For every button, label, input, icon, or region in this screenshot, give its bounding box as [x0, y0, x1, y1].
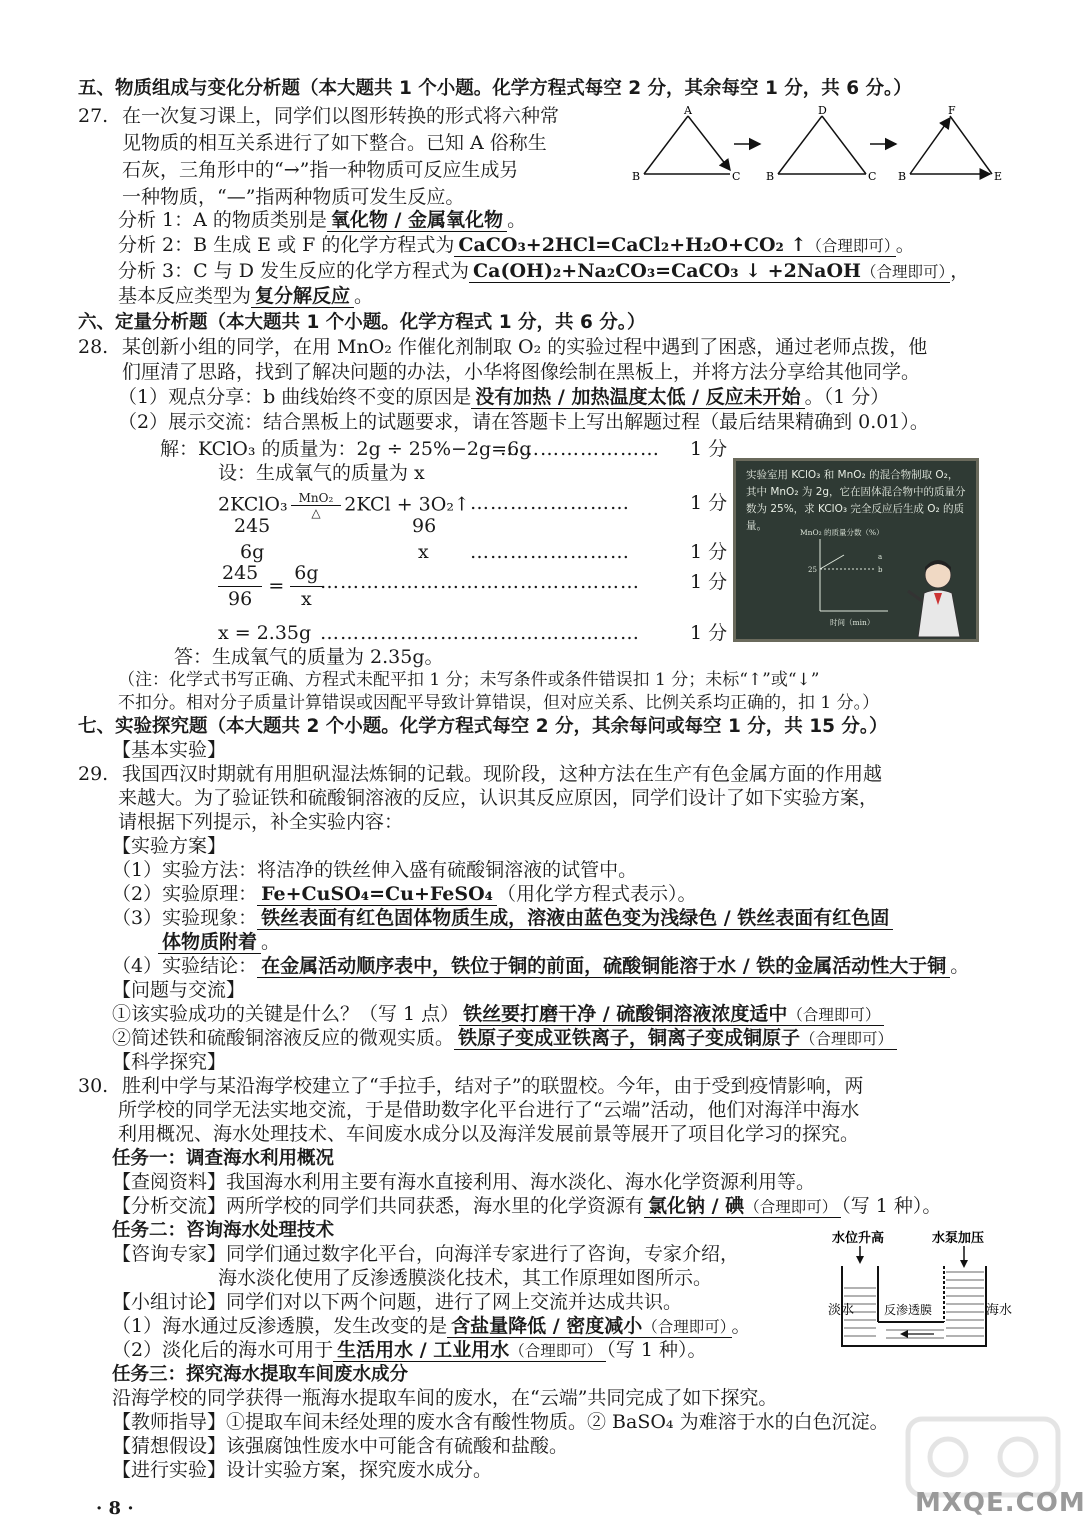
triangle-3 — [910, 116, 992, 174]
q30-line3: 利用概况、海水处理技术、车间废水成分以及海洋发展前景等展开了项目化学习的探究。 — [118, 1123, 860, 1145]
plan-label: 【实验方案】 — [112, 835, 227, 857]
task3-heading: 任务三：探究海水提取车间废水成分 — [112, 1364, 409, 1385]
task2-expert1: 【咨询专家】同学们通过数字化平台，向海洋专家进行了咨询，专家介绍， — [112, 1243, 740, 1265]
graph-b-label: b — [878, 566, 883, 574]
phenomenon-answer-2: 体物质附着 — [158, 931, 261, 954]
molar-mass-1: 245 — [234, 515, 271, 537]
graph-xlabel: 时间（min） — [830, 618, 875, 627]
task2-q1: （1）海水通过反渗透膜，发生改变的是 含盐量降低 / 密度减小（合理即可） 。 — [112, 1315, 751, 1337]
score-3: 1 分 — [690, 541, 728, 563]
dots-4: ………………………………………… — [320, 571, 640, 593]
task2-q1-answer: 含盐量降低 / 密度减小（合理即可） — [447, 1315, 731, 1338]
graph-ylabel: MnO₂ 的质量分数（%） — [800, 528, 884, 537]
tri2-right-label: C — [868, 170, 877, 183]
tri3-left-label: B — [898, 170, 907, 183]
fig-sea-water-label: 海水 — [986, 1303, 1013, 1318]
qa2: ②简述铁和硫酸铜溶液反应的微观实质。 铁原子变成亚铁离子，铜离子变成铜原子（合理即可） — [112, 1026, 897, 1052]
fig-water-level-label: 水位升高 — [832, 1231, 885, 1246]
triangle-1 — [644, 116, 730, 174]
dots-1: …………………… — [500, 438, 660, 460]
proportion: $\frac{245}{96}$ = $\frac{6g}{x}$ — [218, 561, 323, 612]
task2-q2-answer: 生活用水 / 工业用水（合理即可） — [333, 1339, 606, 1362]
principle-answer: Fe+CuSO₄=Cu+FeSO₄ — [257, 883, 497, 906]
qa2-answer: 铁原子变成亚铁离子，铜离子变成铜原子（合理即可） — [454, 1027, 897, 1050]
tri1-right-label: C — [732, 170, 741, 183]
analysis1: 分析 1：A 的物质类别是 氧化物 / 金属氧化物 。 — [118, 209, 527, 231]
analysis1-answer: 氧化物 / 金属氧化物 — [327, 209, 507, 232]
q27-line3: 石灰，三角形中的“→”指一种物质可反应生成另 — [122, 159, 519, 181]
section5-heading: 五、物质组成与变化分析题（本大题共 1 个小题。化学方程式每空 2 分，其余每空 1 分，共 6 分。） — [78, 78, 912, 99]
grading-note2: 不扣分。相对分子质量计算错误或因配平导致计算错误，但对应关系、比例关系均正确的，扣 1 分。） — [118, 693, 880, 713]
solution-step2: 设：生成氧气的质量为 x — [218, 462, 425, 484]
qa1: ①该实验成功的关键是什么？（写 1 点） 铁丝要打磨干净 / 硫酸铜溶液浓度适中（合理即可） — [112, 1002, 884, 1028]
phenomenon-cont: 体物质附着 。 — [158, 930, 280, 955]
qa1-answer: 铁丝要打磨干净 / 硫酸铜溶液浓度适中（合理即可） — [459, 1003, 884, 1026]
q28-part2: （2）展示交流：结合黑板上的试题要求，请在答题卡上写出解题过程（最后结果精确到 0.01）。 — [118, 411, 929, 433]
fig-fresh-water-label: 淡水 — [828, 1303, 855, 1318]
tri2-left-label: B — [766, 170, 775, 183]
blackboard-figure — [733, 458, 979, 642]
task1-analysis: 【分析交流】两所学校的同学们共同获悉，海水里的化学资源有 氯化钠 / 碘（合理即可） （写 1 种）。 — [112, 1195, 942, 1217]
q27-line1: 27. 在一次复习课上，同学们以图形转换的形式将六种常 — [78, 105, 560, 127]
tri2-top-label: D — [818, 104, 827, 117]
fig-membrane-label: 反渗透膜 — [884, 1303, 933, 1317]
task3-experiment: 【进行实验】设计实验方案，探究废水成分。 — [112, 1459, 493, 1481]
dots-3: …………………… — [470, 541, 630, 563]
blackboard-text: 实验室用 KClO₃ 和 MnO₂ 的混合物制取 O₂，其中 MnO₂ 为 2g，它在固体混合物中的质量分数为 25%，求 KClO₃ 完全反应后生成 O₂ 的质量。 — [746, 469, 966, 532]
score-2: 1 分 — [690, 492, 728, 514]
triangle-2 — [778, 116, 866, 174]
q29-line3: 请根据下列提示，补全实验内容： — [118, 811, 404, 833]
analysis2-answer: CaCO₃+2HCl=CaCl₂+H₂O+CO₂ ↑（合理即可） — [454, 234, 895, 257]
reaction-type-answer: 复分解反应 — [251, 285, 354, 308]
tri3-right-label: E — [994, 170, 1003, 183]
task3-intro: 沿海学校的同学获得一瓶海水提取车间的废水，在“云端”共同完成了如下探究。 — [112, 1387, 778, 1409]
task2-discussion: 【小组讨论】同学们对以下两个问题，进行了网上交流并达成共识。 — [112, 1291, 683, 1313]
score-1: 1 分 — [690, 438, 728, 460]
q30-line1: 30. 胜利中学与某沿海学校建立了“手拉手，结对子”的联盟校。今年，由于受到疫情影响，两 — [78, 1075, 864, 1097]
task2-expert2: 海水淡化使用了反渗透膜淡化技术，其工作原理如图所示。 — [218, 1267, 713, 1289]
qa-label: 【问题与交流】 — [112, 979, 246, 1001]
score-4: 1 分 — [690, 571, 728, 593]
student-illustration — [904, 557, 972, 637]
fig-pump-label: 水泵加压 — [932, 1231, 985, 1246]
solution-step1: 解：KClO₃ 的质量为：2g ÷ 25%−2g=6g — [160, 438, 532, 460]
page-number: · 8 · — [96, 1498, 134, 1519]
task3-teacher: 【教师指导】①提取车间未经处理的废水含有酸性物质。② BaSO₄ 为难溶于水的白色沉淀。 — [112, 1411, 889, 1433]
q30-line2: 所学校的同学无法实地交流，于是借助数字化平台进行了“云端”活动，他们对海洋中海水 — [118, 1099, 860, 1121]
grading-note1: （注：化学式书写正确、方程式未配平扣 1 分；未写条件或条件错误扣 1 分；未标“↑”或“↓” — [118, 670, 820, 690]
analysis2: 分析 2：B 生成 E 或 F 的化学方程式为 CaCO₃+2HCl=CaCl₂+H₂O+CO₂ ↑（合理即可） 。 — [118, 234, 915, 256]
triangle-diagrams — [630, 104, 1040, 186]
conclusion: （4）实验结论： 在金属活动顺序表中，铁位于铜的前面，硫酸铜能溶于水 / 铁的金属活动性大于铜 。 — [112, 955, 970, 977]
principle: （2）实验原理： Fe+CuSO₄=Cu+FeSO₄ （用化学方程式表示）。 — [112, 883, 697, 905]
tri3-top-label: F — [948, 104, 956, 117]
science-label: 【科学探究】 — [112, 1051, 227, 1073]
phenomenon: （3）实验现象： 铁丝表面有红色固体物质生成，溶液由蓝色变为浅绿色 / 铁丝表面有红色固 — [112, 906, 893, 931]
task2-q2: （2）淡化后的海水可用于 生活用水 / 工业用水（合理即可） （写 1 种）。 — [112, 1339, 707, 1361]
dots-5: ………………………………………… — [320, 622, 640, 644]
q27-line4: 一种物质，“—”指两种物质可发生反应。 — [122, 186, 465, 208]
basic-experiment-label: 【基本实验】 — [112, 739, 227, 761]
method: （1）实验方法：将洁净的铁丝伸入盛有硫酸铜溶液的试管中。 — [112, 859, 638, 881]
result: x = 2.35g — [218, 622, 312, 644]
task1-info: 【查阅资料】我国海水利用主要有海水直接利用、海水淡化、海水化学资源利用等。 — [112, 1171, 816, 1193]
q27-line2: 见物质的相互关系进行了如下整合。已知 A 俗称生 — [122, 132, 547, 154]
analysis3: 分析 3：C 与 D 发生反应的化学方程式为 Ca(OH)₂+Na₂CO₃=CaCO₃ ↓ +2NaOH（合理即可） ， — [118, 260, 970, 282]
analysis3-answer: Ca(OH)₂+Na₂CO₃=CaCO₃ ↓ +2NaOH（合理即可） — [469, 260, 950, 283]
score-5: 1 分 — [690, 622, 728, 644]
task2-heading: 任务二：咨询海水处理技术 — [112, 1220, 335, 1241]
conclusion-answer: 在金属活动顺序表中，铁位于铜的前面，硫酸铜能溶于水 / 铁的金属活动性大于铜 — [257, 955, 950, 978]
equation: 2KClO₃ $\frac{\text{MnO₂}}{\triangle}$ 2KCl + 3O₂↑ — [218, 491, 470, 520]
molar-mass-2: 96 — [412, 515, 437, 537]
q28-line2: 们厘清了思路，找到了解决问题的办法，小华将图像绘制在黑板上，并将方法分享给其他同学。 — [122, 361, 921, 383]
tri1-left-label: B — [632, 170, 641, 183]
q28-part1-answer: 没有加热 / 加热温度太低 / 反应未开始 — [471, 386, 804, 409]
task1-answer: 氯化钠 / 碘（合理即可） — [644, 1195, 841, 1218]
section7-heading: 七、实验探究题（本大题共 2 个小题。化学方程式每空 2 分，其余每问或每空 1 分，共 15 分。） — [78, 716, 888, 737]
given-mass: 6g — [240, 541, 265, 563]
q29-line1: 29. 我国西汉时期就有用胆矾湿法炼铜的记载。现阶段，这种方法在生产有色金属方面的作用越 — [78, 763, 883, 785]
reaction-type: 基本反应类型为 复分解反应 。 — [118, 285, 374, 307]
task3-hypothesis: 【猜想假设】该强腐蚀性废水中可能含有硫酸和盐酸。 — [112, 1435, 569, 1457]
graph-y25: 25 — [808, 566, 817, 574]
watermark-text: MXQE.COM — [915, 1488, 1086, 1518]
graph-a-label: a — [878, 553, 883, 561]
final-answer: 答：生成氧气的质量为 2.35g。 — [174, 646, 444, 668]
tri1-top-label: A — [684, 104, 692, 117]
q28-part1: （1）观点分享：b 曲线始终不变的原因是 没有加热 / 加热温度太低 / 反应未开始 。（1 分） — [118, 386, 890, 408]
section6-heading: 六、定量分析题（本大题共 1 个小题。化学方程式 1 分，共 6 分。） — [78, 312, 646, 333]
dots-2: …………………… — [470, 492, 630, 514]
q29-line2: 来越大。为了验证铁和硫酸铜溶液的反应，认识其反应原因，同学们设计了如下实验方案， — [118, 787, 879, 809]
phenomenon-answer-1: 铁丝表面有红色固体物质生成，溶液由蓝色变为浅绿色 / 铁丝表面有红色固 — [257, 907, 893, 930]
reverse-osmosis-figure — [826, 1226, 1013, 1352]
unknown-mass: x — [418, 541, 429, 563]
task1-heading: 任务一：调查海水利用概况 — [112, 1148, 335, 1169]
q28-line1: 28. 某创新小组的同学，在用 MnO₂ 作催化剂制取 O₂ 的实验过程中遇到了困惑，通过老师点拨，他 — [78, 336, 928, 358]
